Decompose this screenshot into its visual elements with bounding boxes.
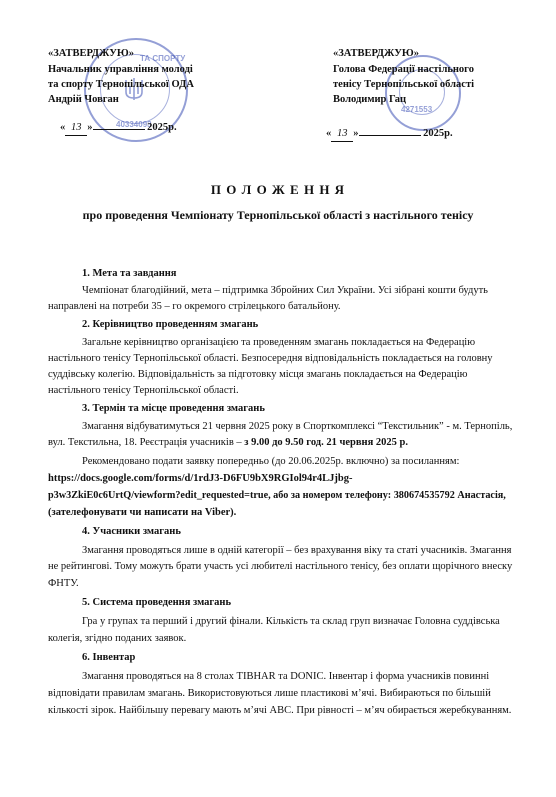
right-seal-number: 4271553 [401, 105, 433, 114]
section-2-text: настільного тенісу Тернопільської області. Безпосередня відповідальність покладається на головну [48, 353, 493, 364]
approve-left-line3: Андрій Човган [48, 94, 119, 105]
section-6-text: кількості зірок. Найбільшу перевагу мають м’ячі АВС. При рівності – м’яч обирається жеребкуванням. [48, 705, 512, 716]
section-4-text: ФНТУ. [48, 578, 79, 589]
document-title: П О Л О Ж Е Н Н Я [210, 182, 346, 197]
section-2-heading: 2. Керівництво проведенням змагань [82, 319, 259, 330]
approve-right-line1: Голова Федерації настільного [333, 64, 474, 75]
section-6-text: Змагання проводяться на 8 столах TIBHAR та DONIC. Інвентар і форма учасників повинні [82, 671, 490, 682]
approve-right-date: « 13 » 2025р. [326, 124, 453, 142]
section-5-text: колегія, згідно поданих заявок. [48, 633, 187, 644]
approve-left-line1: Начальник управління молоді [48, 64, 193, 75]
section-1-heading: 1. Мета та завдання [82, 268, 177, 279]
approve-left-heading: «ЗАТВЕРДЖУЮ» [48, 48, 134, 59]
section-5-heading: 5. Система проведення змагань [82, 597, 232, 608]
registration-link[interactable]: https://docs.google.com/forms/d/1rdJ3-D6FU9bX9RGIol94r4LJjbg- [48, 473, 353, 484]
section-1-text: Чемпіонат благодійний, мета – підтримка Збройних Сил України. Усі зібрані кошти будуть [82, 285, 488, 296]
approve-right-heading: «ЗАТВЕРДЖУЮ» [333, 48, 419, 59]
approve-left-date: « 13 » 2025р. [60, 118, 177, 136]
left-seal-number: 40334093 [116, 120, 152, 129]
section-3-text: вул. Текстильна, 18. Реєстрація учасників – з 9.00 до 9.50 год. 21 червня 2025 р. [48, 437, 408, 448]
approve-right-line2: тенісу Тернопільської області [333, 79, 475, 90]
section-3-text: Змагання відбуватимуться 21 червня 2025 року в Спорткомплексі “Текстильник” - м. Тернопіль, [82, 421, 513, 432]
section-4-text: Змагання проводяться лише в одній категорії – без врахування віку та статі учасників. Змагання [82, 545, 512, 556]
section-4-text: не рейтингові. Тому можуть брати участь усі любителі настільного тенісу, без оплати щорічного внеску [48, 561, 513, 572]
section-3-text: Рекомендовано подати заявку попередньо (до 20.06.2025р. включно) за посиланням: [82, 456, 460, 467]
document-subtitle: про проведення Чемпіонату Тернопільської області з настільного тенісу [82, 208, 474, 222]
section-2-text: суддівську колегію. Відповідальність за підготовку місця змагань покладається на Федерацію [48, 369, 468, 380]
section-5-text: Гра у групах та перший і другий фінали. Кількість та склад груп визначає Головна суддівська [82, 616, 500, 627]
section-3-heading: 3. Термін та місце проведення змагань [82, 403, 265, 414]
section-6-heading: 6. Інвентар [82, 652, 136, 663]
left-seal-text: ТА СПОРТУ [140, 54, 186, 63]
section-2-text: настільного тенісу Тернопільської області. [48, 385, 239, 396]
section-6-text: відповідати правилам змагань. Використовуються лише пластикові м’ячі. Вибираються по більшій [48, 688, 491, 699]
section-2-text: Загальне керівництво організацією та проведенням змагань покладається на Федерацію [82, 337, 476, 348]
section-4-heading: 4. Учасники змагань [82, 526, 181, 537]
registration-link-cont[interactable]: p3w3ZkiE0c6UrtQ/viewform?edit_requested=true, або за номером телефону: 380674535792 Анастасія, [48, 490, 506, 501]
approve-left-line2: та спорту Тернопільської ОДА [48, 79, 194, 90]
approve-right-line3: Володимир Гац [333, 94, 407, 105]
section-3-text: (зателефонувати чи написати на Viber). [48, 507, 237, 518]
section-1-text: направлені на потреби 35 – го окремого стрілецького батальйону. [48, 301, 341, 312]
